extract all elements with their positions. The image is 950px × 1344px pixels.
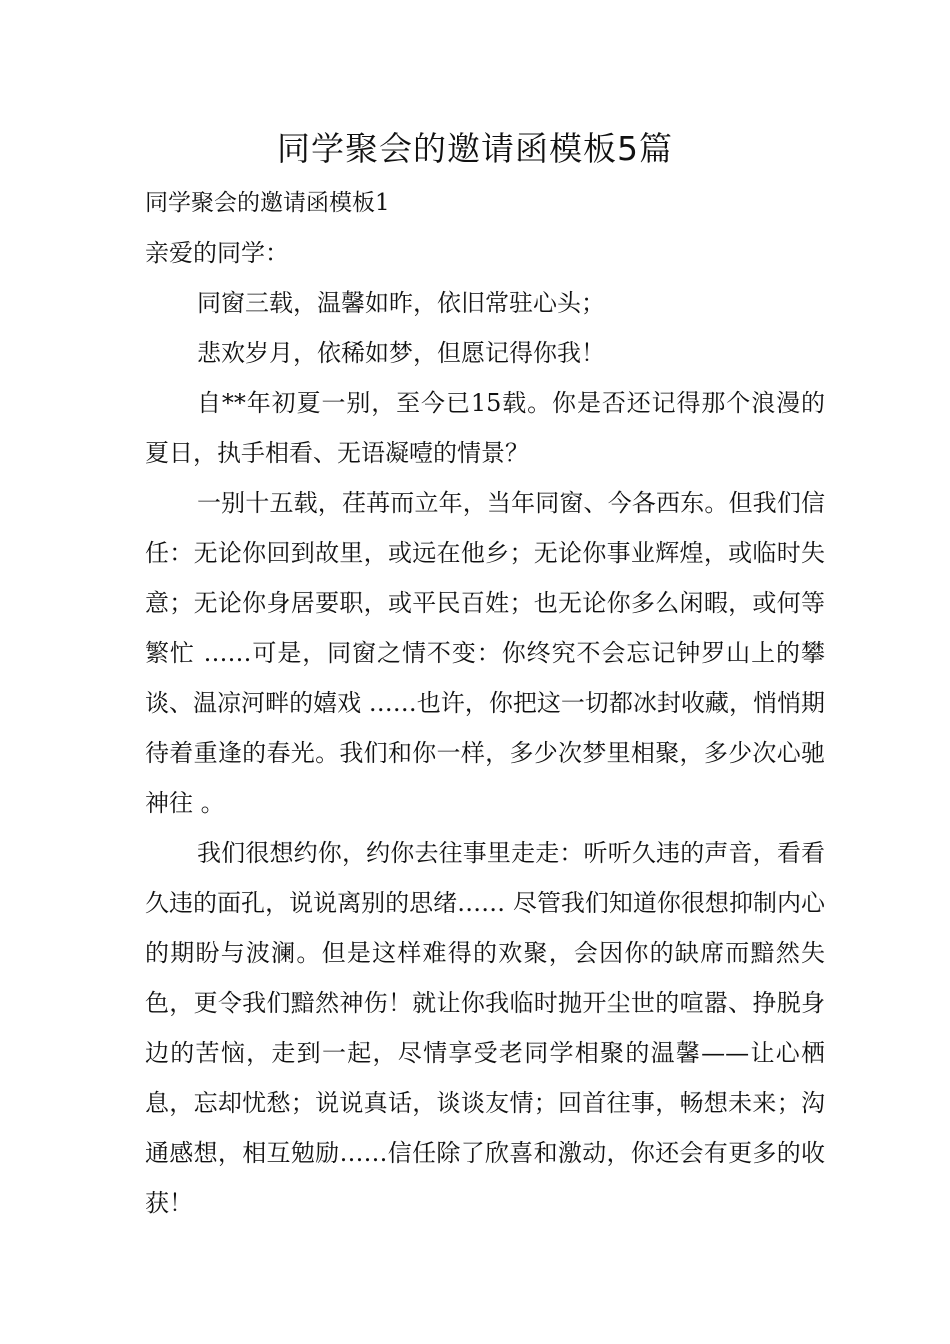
- paragraph-2: 悲欢岁月，依稀如梦，但愿记得你我！: [197, 339, 605, 367]
- document-title: 同学聚会的邀请函模板5篇: [277, 129, 673, 168]
- paragraph-3: 自**年初夏一别，至今已15载。你是否还记得那个浪漫的夏日，执手相看、无语凝噎的情景？: [145, 389, 825, 467]
- paragraph-4: 一别十五载，荏苒而立年，当年同窗、今各西东。但我们信任：无论你回到故里，或远在他乡；无论你事业辉煌，或临时失意；无论你身居要职，或平民百姓；也无论你多么闲暇，或何等繁忙 ……可是，同窗之情不变：你终究不会忘记钟罗山上的攀谈、温凉河畔的嬉戏 ……也许，你把这一切都冰封收藏，悄悄期待着重逢的春光。我们和你一样，多少次梦里相聚，多少次心驰神往 。: [145, 489, 825, 817]
- section-heading: 同学聚会的邀请函模板1: [145, 190, 390, 216]
- paragraph-5: 我们很想约你，约你去往事里走走：听听久违的声音，看看久违的面孔，说说离别的思绪…… 尽管我们知道你很想抑制内心的期盼与波澜。但是这样难得的欢聚，会因你的缺席而黯然失色，更令我们黯然神伤！就让你我临时抛开尘世的喧嚣、挣脱身边的苦恼，走到一起，尽情享受老同学相聚的温馨——让心栖息，忘却忧愁；说说真话，谈谈友情；回首往事，畅想未来；沟通感想，相互勉励……信任除了欣喜和激动，你还会有更多的收获！: [145, 839, 825, 1217]
- salutation: 亲爱的同学：: [145, 239, 289, 267]
- document-body: [145, 178, 825, 1228]
- paragraph-1: 同窗三载，温馨如昨，依旧常驻心头；: [197, 289, 605, 317]
